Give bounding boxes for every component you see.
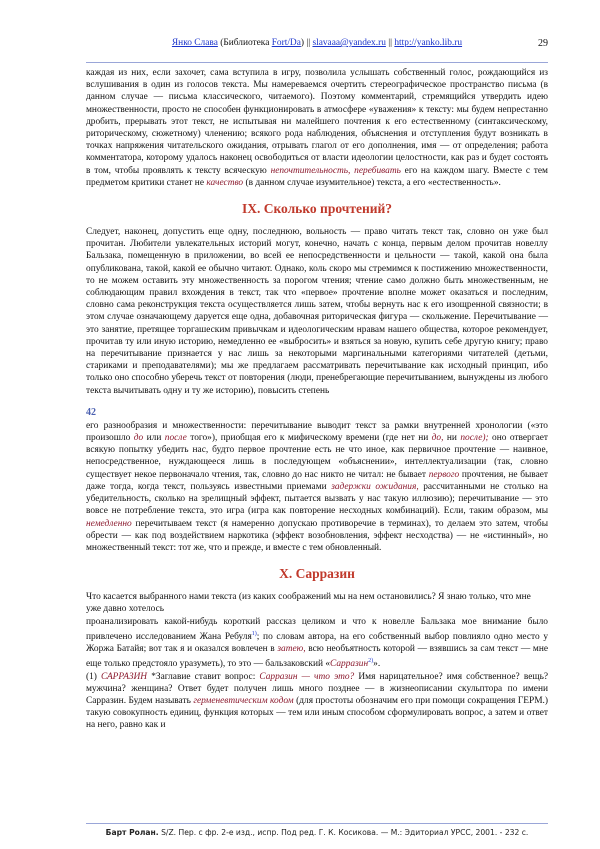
text-run: (в данном случае изумительное) текста, а его «естественность».	[243, 177, 501, 188]
emphasis: до	[133, 433, 144, 444]
text-run: каждая из них, если захочет, сама вступила в игру, позволила услышать собственный голос, рождающийся из вслушивания в один из голосов текста. Мы намереваемся очертить стереографическое пространство письма (в данном случае — письма классического, читаемого). Поэтому комментарий, стремящийся утвердить идею множественности, просто не способен функционировать в атмосфере «уважения» к тексту: мы будем непрестанно дробить, прерывать этот текст, не испытывая ни малейшего почтения к его естественному (синтаксическому, риторическому, сюжетному) членению; всякого рода наблюдения, объяснения и отступления будут возникать в точках напряжения читательского ожидания, отрывать глагол от его дополнения, имя — от определения; работа комментатора, которому удалось наконец освободиться от власти идеологии целостности, как раз и будет состоять в том, чтобы проявлять к тексту всяческую	[86, 68, 548, 176]
text-run: его на каждом шагу. Вместе с тем предметом критики станет не	[86, 165, 548, 188]
text-run: (1)	[86, 671, 102, 682]
email-link[interactable]: slavaaa@yandex.ru	[312, 38, 386, 48]
text-run: или	[143, 433, 165, 444]
page-body	[86, 0, 548, 732]
section-heading-x: X. Сарразин	[279, 566, 355, 582]
emphasis: задержки ожидания,	[331, 481, 419, 492]
header-separator: ||	[385, 38, 395, 48]
lexia-paragraph	[86, 671, 548, 732]
page-number: 29	[538, 38, 548, 49]
emphasis: затею,	[277, 644, 306, 655]
emphasis: немедленно	[86, 518, 132, 529]
section-x-paragraph	[86, 616, 548, 671]
emphasis: после);	[460, 433, 489, 444]
emphasis: после	[164, 433, 187, 444]
text-run: ни	[443, 433, 461, 444]
header-rule	[86, 62, 548, 63]
library-suffix: ) ||	[300, 38, 313, 48]
emphasis: первого	[428, 469, 460, 480]
text-run: (для простоты обозначим его при помощи сокращения ГЕРМ.) такую совокупность единиц, функция которых — тем или иным способом сформулировать вопрос, а затем и ответ на него, равно как и	[86, 695, 548, 731]
emphasis: САРРАЗИН	[101, 671, 148, 682]
footer-citation: S/Z. Пер. с фр. 2-е изд., испр. Под ред. Г. К. Косикова. — М.: Эдиториал УРСС, 2001. - 232 с.	[158, 828, 529, 837]
text-run: *Заглавие ставит вопрос:	[147, 671, 260, 682]
text-run: ; по словам автора, на его собственный выбор повлияло одно место у Жоржа Батайя; вот так я и оказался вовлечен в	[86, 631, 549, 655]
section-x-intro-line: Что касается выбранного нами текста (из каких соображений мы на нем остановились? Я знаю только, что мне уже давно хотелось	[86, 592, 531, 615]
author-link[interactable]: Янко Слава	[171, 38, 218, 48]
text-run: рассчитанными не столько на убедительность, сколько на зрелищный эффект, пытается вызвать у нас такую иллюзию); перечитывание — это вовсе не потребление текста, это игра (игра как повторение несходных комбинаций). Если, таким образом, мы	[86, 481, 548, 517]
intro-paragraph	[86, 67, 548, 189]
footnote-ref[interactable]: 1)	[251, 630, 257, 637]
text-run: перечитываем текст (я намеренно допускаю противоречие в терминах), то делаем это затем, чтобы обрести — как под воздействием наркотика (эффект возобновления, эффект несходства) — не «истинный», но множественный текст: тот же, что и прежде, и вместе с тем обновленный.	[86, 518, 548, 553]
text-run: всю необъятность которой — взявшись за сам текст — мне еще только предстояло уразуметь), то это — бальзаковский «	[86, 644, 548, 670]
text-run: прочтения, не бывает даже тогда, когда текст, пользуясь известными приемами	[86, 469, 549, 492]
emphasis: Сарразин — что это?	[259, 671, 355, 682]
site-link[interactable]: http://yanko.lib.ru	[394, 38, 463, 48]
library-link[interactable]: Fort/Da	[271, 38, 301, 48]
section-heading-ix: IX. Сколько прочтений?	[241, 201, 393, 217]
footer-author: Барт Ролан.	[105, 828, 159, 837]
text-run: Имя нарицательное? имя собственное? вещь? мужчина? женщина? Ответ будет получен лишь много позднее — в жизнеописании скульптора по имени Сарразин. Будем называть	[86, 671, 549, 706]
running-header	[86, 0, 548, 62]
section-ix-paragraph: Следует, наконец, допустить еще одну, последнюю, вольность — право читать текст так, словно он уже был прочитан. Любители увлекательных историй могут, конечно, начать с конца, первым делом прочитав новеллу Бальзака, помещенную в приложении, во всей ее непосредственности и цельности — такой, какой она была опубликована, такой, какой ее обычно читают. Однако, коль скоро мы стремимся к постижению множественности, то не можем оставить эту множественность за порогом чтения; чтение само должно быть множественным, не соблюдающим правил вхождения в текст, так что «первое» прочтение вполне может оказаться и последним, словно сама реконструкция текста осуществляется лишь затем, чтобы вернуть нас к его изощренной связности; в этом случае означающему даруется еще одна, добавочная риторическая фигура — скольжение. Перечитывание — это занятие, претящее торгашеским привычкам и идеологическим нравам нашего общества, которое рекомендует, прочитав ту или иную историю, немедленно ее «выбросить» и взяться за новую, купить себе другую книгу; право на перечитывание признается у нас лишь за некоторыми маргинальными категориями читателей (детьми, стариками и преподавателями); мы же предлагаем рассматривать перечитывание как исходный принцип, ибо только оно способно уберечь текст от повторения (люди, пренебрегающие перечитыванием, вынуждены из любого текста вычитывать одну и ту же историю), повысить степень	[86, 227, 548, 396]
text-run: ».	[373, 659, 381, 670]
citation-footer	[86, 823, 548, 837]
text-run: проанализировать какой-нибудь короткий рассказ целиком и что к новелле Бальзака мое внимание было привлечено исследованием Жана Ребуля	[86, 616, 548, 642]
rereading-paragraph	[86, 420, 548, 554]
library-prefix: (Библиотека	[217, 38, 272, 48]
text-run: его разнообразия и множественности: перечитывание выводит текст за рамки внутренней хронологии («это произошло	[86, 420, 548, 444]
emphasis: герменевтическим кодом	[193, 695, 294, 706]
text-run: того»), приобщая его к мифическому времени (где нет ни	[186, 433, 432, 444]
emphasis: до,	[431, 433, 444, 444]
emphasis: непочтительность, перебивать	[270, 165, 401, 176]
emphasis: Сарразин	[330, 659, 369, 670]
footnote-ref[interactable]: 2)	[368, 658, 374, 665]
source-page-marker: 42	[86, 406, 96, 418]
text-run: оно отвергает всякую попытку убедить нас, будто первое прочтение есть не что иное, как первичное прочтение — наивное, непосредственное, нуждающееся лишь в последующем «объяснении», интеллектуализации (так, словно существует некое первоначало чтения, так, словно до нас никто не читал: не бывает	[86, 433, 548, 480]
emphasis: качество	[206, 177, 244, 188]
